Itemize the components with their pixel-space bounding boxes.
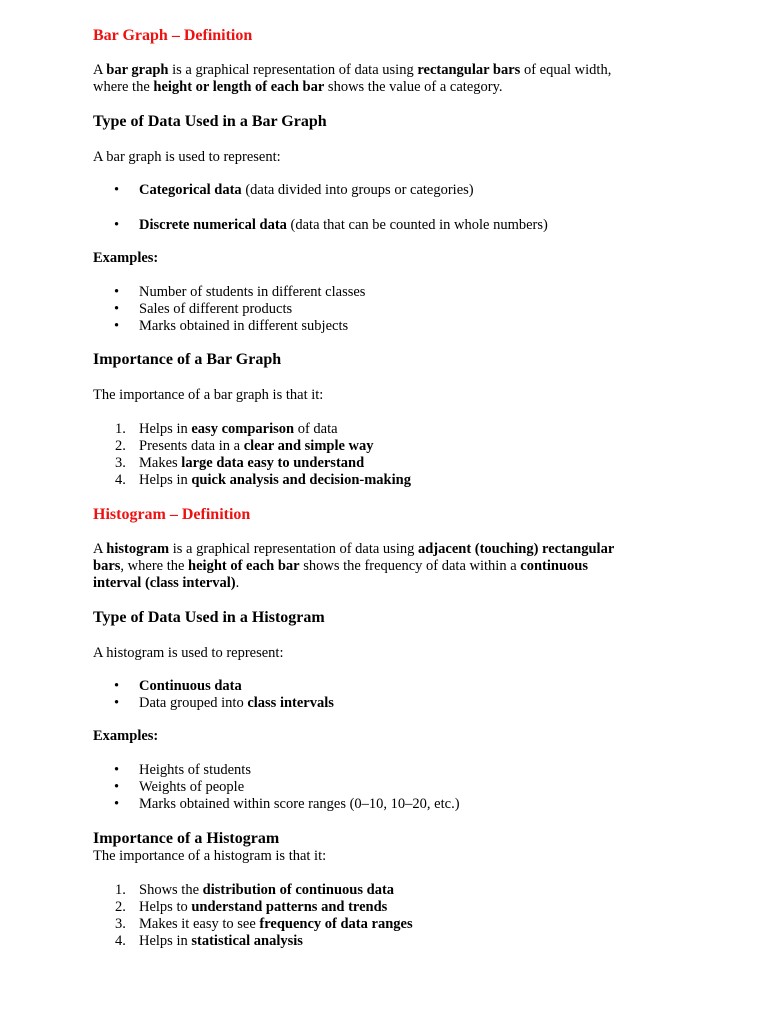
bar-graph-examples-list: [93, 284, 365, 335]
list-item: 1. Helps in easy comparison of data: [115, 421, 338, 437]
list-item: • Continuous data: [93, 678, 334, 695]
bar-graph-importance-heading: Importance of a Bar Graph: [93, 351, 282, 368]
bar-graph-type-list: [93, 182, 548, 252]
list-item: 2. Presents data in a clear and simple way: [115, 438, 374, 454]
list-item: • Categorical data (data divided into groups or categories): [93, 182, 548, 199]
list-item: • Number of students in different classes: [93, 284, 365, 301]
list-item: • Marks obtained in different subjects: [93, 318, 365, 335]
histogram-type-heading: Type of Data Used in a Histogram: [93, 609, 325, 626]
list-item: • Weights of people: [93, 779, 460, 796]
histogram-examples-label: Examples:: [93, 728, 159, 744]
bar-graph-type-heading: Type of Data Used in a Bar Graph: [93, 113, 327, 130]
list-item: 3. Makes it easy to see frequency of data ranges: [115, 916, 413, 932]
histogram-type-intro: A histogram is used to represent:: [93, 645, 284, 661]
list-item: • Heights of students: [93, 762, 460, 779]
histogram-importance-heading: Importance of a Histogram: [93, 830, 280, 847]
list-item: • Marks obtained within score ranges (0–10, 10–20, etc.): [93, 796, 460, 813]
list-item: • Discrete numerical data (data that can be counted in whole numbers): [93, 217, 548, 234]
bar-graph-title: Bar Graph – Definition: [93, 27, 253, 44]
histogram-examples-list: [93, 762, 460, 813]
list-item: • Sales of different products: [93, 301, 365, 318]
bar-graph-definition: A bar graph is a graphical representation of data using rectangular bars of equal width, where the height or length of each bar shows the value of a category.: [93, 62, 612, 95]
histogram-definition: A histogram is a graphical representation of data using adjacent (touching) rectangular bars, where the height of each bar shows the frequency of data within a continuous interval (class interval).: [93, 541, 615, 591]
bar-graph-type-intro: A bar graph is used to represent:: [93, 149, 281, 165]
histogram-type-list: [93, 678, 334, 712]
histogram-importance-list: [93, 882, 413, 950]
histogram-title: Histogram – Definition: [93, 506, 251, 523]
list-item: • Data grouped into class intervals: [93, 695, 334, 712]
bar-graph-importance-list: [93, 421, 411, 489]
list-item: 3. Makes large data easy to understand: [115, 455, 365, 471]
list-item: 1. Shows the distribution of continuous data: [115, 882, 395, 898]
list-item: 4. Helps in statistical analysis: [115, 933, 303, 949]
bar-graph-importance-intro: The importance of a bar graph is that it:: [93, 387, 324, 403]
list-item: 4. Helps in quick analysis and decision-making: [115, 472, 411, 488]
list-item: 2. Helps to understand patterns and trends: [115, 899, 388, 915]
histogram-importance-intro: The importance of a histogram is that it:: [93, 848, 327, 864]
bar-graph-examples-label: Examples:: [93, 250, 159, 266]
